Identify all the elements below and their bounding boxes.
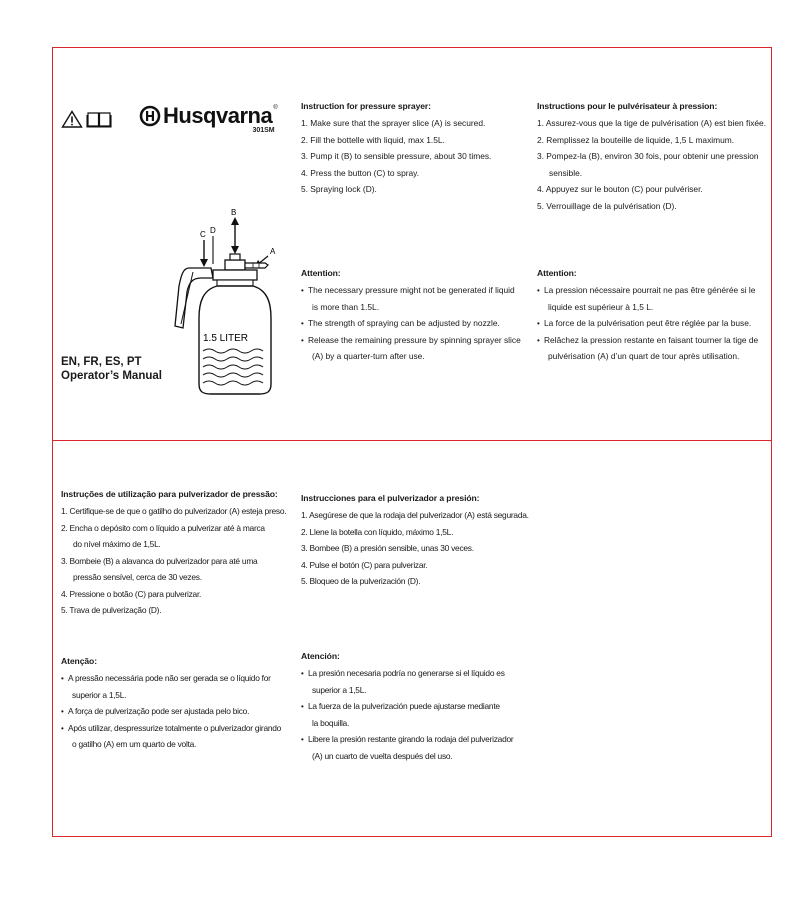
es-attention-text: Libere la presión restante girando la rodaja del pulverizador: [308, 734, 514, 744]
en-attention-title: Attention:: [301, 268, 341, 278]
fr-attention-item: [537, 318, 771, 329]
es-steps: [301, 510, 537, 587]
es-step: 3. Bombee (B) a presión sensible, unas 30 veces.: [301, 543, 474, 553]
en-attention-text: Release the remaining pressure by spinning sprayer slice: [308, 334, 521, 345]
fr-step-text: 4. Appuyez sur le bouton (C) pour pulvériser.: [537, 184, 703, 194]
pt-step-text: 1. Certifique-se de que o gatilho do pulverizador (A) esteja preso.: [61, 506, 287, 516]
fr-step-text: 3. Pompez-la (B), environ 30 fois, pour obtenir une pression: [537, 151, 759, 161]
pt-attention-text: A pressão necessária pode não ser gerada se o líquido for: [68, 673, 271, 683]
fr-attention-section: [537, 268, 771, 368]
warning-icon: [61, 110, 83, 128]
es-attention-item: [301, 734, 537, 762]
label-d: D: [210, 226, 216, 235]
es-step: 5. Bloqueo de la pulverización (D).: [301, 576, 421, 586]
fr-step: [537, 118, 771, 129]
es-attention-title: Atención:: [301, 651, 340, 661]
es-section: [301, 493, 537, 593]
registered-mark: ®: [273, 105, 278, 111]
es-attention-text: La presión necesaria podría no generarse si el líquido es: [308, 668, 505, 678]
warning-icons: [61, 110, 112, 128]
fr-steps: [537, 118, 771, 212]
fr-step: [537, 184, 771, 195]
pt-step-text: 3. Bombeie (B) a alavanca do pulverizador para até uma: [61, 555, 258, 566]
fr-attention-item: [537, 335, 771, 363]
label-c: C: [200, 230, 206, 239]
es-title: Instrucciones para el pulverizador a presión:: [301, 493, 480, 503]
en-attention-section: [301, 268, 527, 368]
section-divider: [53, 440, 771, 441]
brand-name: Husqvarna: [163, 103, 273, 128]
en-attention-item: [301, 335, 527, 363]
en-steps: [301, 118, 527, 195]
pt-step-cont: pressão sensível, cerca de 30 vezes.: [73, 572, 202, 582]
pt-step: [61, 523, 297, 551]
fr-attention-text: La pression nécessaire pourrait ne pas être générée si le: [544, 285, 756, 295]
en-attention-item: [301, 318, 527, 329]
en-section: [301, 101, 527, 201]
label-a: A: [270, 247, 276, 256]
es-attention-item: [301, 668, 537, 696]
fr-step-text: 2. Remplissez la bouteille de liquide, 1,5 L maximum.: [537, 134, 735, 145]
es-attention-cont: superior a 1,5L.: [312, 684, 367, 695]
fr-attention-item: [537, 285, 771, 313]
pt-step: [61, 589, 297, 600]
es-attention-section: [301, 651, 537, 767]
fr-attention-cont: liquide est supérieur à 1,5 L.: [548, 301, 654, 312]
en-step: 4. Press the button (C) to spray.: [301, 167, 420, 178]
pt-attention-section: [61, 656, 297, 756]
fr-section: [537, 101, 771, 217]
en-attention-text: The strength of spraying can be adjusted by nozzle.: [308, 318, 500, 328]
en-step: 5. Spraying lock (D).: [301, 184, 377, 194]
pt-section: [61, 489, 297, 622]
fr-attention-text: La force de la pulvérisation peut être réglée par la buse.: [544, 318, 752, 328]
es-step: 4. Pulse el botón (C) para pulverizar.: [301, 559, 428, 570]
en-attention-cont: (A) by a quarter-turn after use.: [312, 351, 425, 361]
fr-step: [537, 201, 771, 212]
brand-block: [139, 103, 278, 134]
es-attention-text: La fuerza de la pulverización puede ajustarse mediante: [308, 701, 500, 711]
en-attention-list: [301, 285, 527, 362]
manual-title: Operator’s Manual: [61, 370, 162, 382]
pt-steps: [61, 506, 297, 616]
manual-sheet: [52, 47, 772, 837]
bottle-capacity-text: 1.5 LITER: [203, 333, 249, 344]
pt-attention-list: [61, 673, 297, 750]
manual-title-block: [61, 355, 162, 383]
es-step: 1. Asegúrese de que la rodaja del pulverizador (A) está segurada.: [301, 510, 529, 520]
pt-attention-item: [61, 673, 297, 701]
fr-step: [537, 151, 771, 179]
pt-step: [61, 506, 297, 517]
en-step: 2. Fill the bottelle with liquid, max 1.5L.: [301, 134, 445, 145]
pt-attention-item: [61, 706, 297, 717]
en-title: Instruction for pressure sprayer:: [301, 101, 431, 111]
sprayer-diagram: [173, 206, 283, 396]
es-attention-cont: (A) un cuarto de vuelta después del uso.: [312, 750, 453, 761]
en-step: 3. Pump it (B) to sensible pressure, about 30 times.: [301, 151, 492, 161]
en-attention-text: The necessary pressure might not be generated if liquid: [308, 285, 515, 295]
en-attention-cont: is more than 1.5L.: [312, 301, 380, 312]
en-attention-item: [301, 285, 527, 313]
pt-attention-cont: o gatilho (A) em um quarto de volta.: [72, 739, 197, 749]
pt-attention-cont: superior a 1,5L.: [72, 689, 127, 700]
pt-step-text: 4. Pressione o botão (C) para pulverizar.: [61, 588, 202, 599]
es-attention-cont: la boquilla.: [312, 717, 350, 728]
pt-title: Instruções de utilização para pulverizador de pressão:: [61, 489, 278, 499]
fr-step-text: 1. Assurez-vous que la tige de pulvérisation (A) est bien fixée.: [537, 118, 767, 128]
fr-step: [537, 135, 771, 146]
fr-step-text: 5. Verrouillage de la pulvérisation (D).: [537, 200, 677, 211]
en-step: 1. Make sure that the sprayer slice (A) is secured.: [301, 118, 486, 128]
es-attention-item: [301, 701, 537, 729]
pt-attention-item: [61, 723, 297, 751]
husqvarna-logo-icon: [139, 105, 161, 127]
pt-step-cont: do nível máximo de 1,5L.: [73, 539, 161, 549]
pt-step-text: 2. Encha o depósito com o líquido a pulverizar até à marca: [61, 522, 265, 533]
fr-attention-title: Attention:: [537, 268, 577, 278]
fr-attention-cont: pulvérisation (A) d’un quart de tour après utilisation.: [548, 351, 740, 361]
languages: EN, FR, ES, PT: [61, 356, 142, 368]
book-icon: [86, 110, 112, 128]
fr-step-cont: sensible.: [549, 167, 583, 178]
model-number: 301SM: [252, 127, 275, 134]
label-b: B: [231, 208, 237, 217]
es-step: 2. Llene la botella con líquido, máximo 1,5L.: [301, 526, 454, 537]
fr-title: Instructions pour le pulvérisateur à pression:: [537, 101, 718, 111]
pt-step-text: 5. Trava de pulverização (D).: [61, 605, 162, 615]
pt-attention-title: Atenção:: [61, 656, 97, 666]
fr-attention-list: [537, 285, 771, 362]
pt-step: [61, 605, 297, 616]
pt-attention-text: Após utilizar, despressurize totalmente o pulverizador girando: [68, 722, 282, 733]
es-attention-list: [301, 668, 537, 762]
pt-step: [61, 556, 297, 584]
fr-attention-text: Relâchez la pression restante en faisant tourner la tige de: [544, 334, 759, 345]
pt-attention-text: A força de pulverização pode ser ajustada pelo bico.: [68, 706, 250, 716]
